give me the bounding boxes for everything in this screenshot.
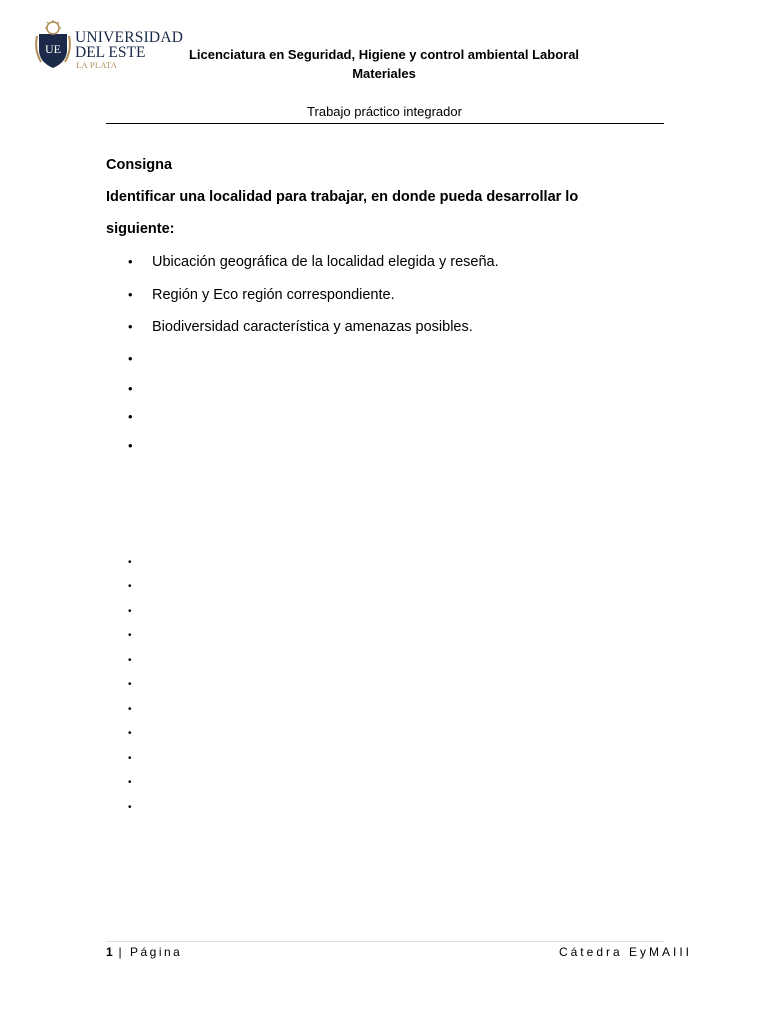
bullet-icon: •	[128, 704, 132, 715]
header-subtitle: Trabajo práctico integrador	[307, 104, 462, 119]
footer-divider	[106, 941, 664, 942]
bullet-icon: •	[128, 581, 132, 592]
instruction-line-2: siguiente:	[106, 221, 175, 237]
bullet-icon: •	[128, 606, 132, 617]
instruction-line-1: Identificar una localidad para trabajar, en donde pueda desarrollar lo	[106, 189, 579, 205]
footer-page	[106, 945, 182, 959]
heading-consigna: Consigna	[106, 157, 173, 173]
bullet-icon: •	[128, 802, 132, 813]
list-item	[128, 409, 152, 425]
header-divider	[106, 123, 664, 124]
bullet-icon: •	[128, 409, 133, 424]
page-number: 1	[106, 945, 113, 959]
page-label: | Página	[118, 945, 183, 959]
bullet-icon: •	[128, 287, 133, 302]
bullet-icon: •	[128, 679, 132, 690]
bullet-icon: •	[128, 655, 132, 666]
list-item	[128, 381, 152, 397]
bullet-icon: •	[128, 381, 133, 396]
list-item: • Ubicación geográfica de la localidad elegida y reseña.	[128, 254, 499, 270]
bullet-icon: •	[128, 728, 132, 739]
logo-text-del-este: DEL ESTE	[75, 44, 146, 61]
footer-course: Cátedra EyMAIII	[558, 945, 692, 959]
list-item: • Región y Eco región correspondiente.	[128, 287, 395, 303]
logo-text-la-plata: LA PLATA	[76, 60, 118, 70]
bullet-icon: •	[128, 777, 132, 788]
university-logo	[33, 18, 184, 70]
bullet-icon: •	[128, 753, 132, 764]
logo-text-university: UNIVERSIDAD	[75, 29, 184, 46]
bullet-icon: •	[128, 319, 133, 334]
list-item	[128, 438, 152, 454]
bullet-icon: •	[128, 557, 132, 568]
list-item: • Biodiversidad característica y amenazas posibles.	[128, 319, 473, 335]
bullet-icon: •	[128, 254, 133, 269]
list-item	[128, 351, 152, 367]
bullet-icon: •	[128, 630, 132, 641]
header-title: Licenciatura en Seguridad, Higiene y control ambiental Laboral	[188, 47, 580, 62]
header-subject: Materiales	[352, 66, 416, 81]
bullet-icon: •	[128, 438, 133, 453]
university-emblem-icon	[33, 20, 73, 70]
bullet-icon: •	[128, 351, 133, 366]
svg-text:UE: UE	[45, 42, 61, 56]
